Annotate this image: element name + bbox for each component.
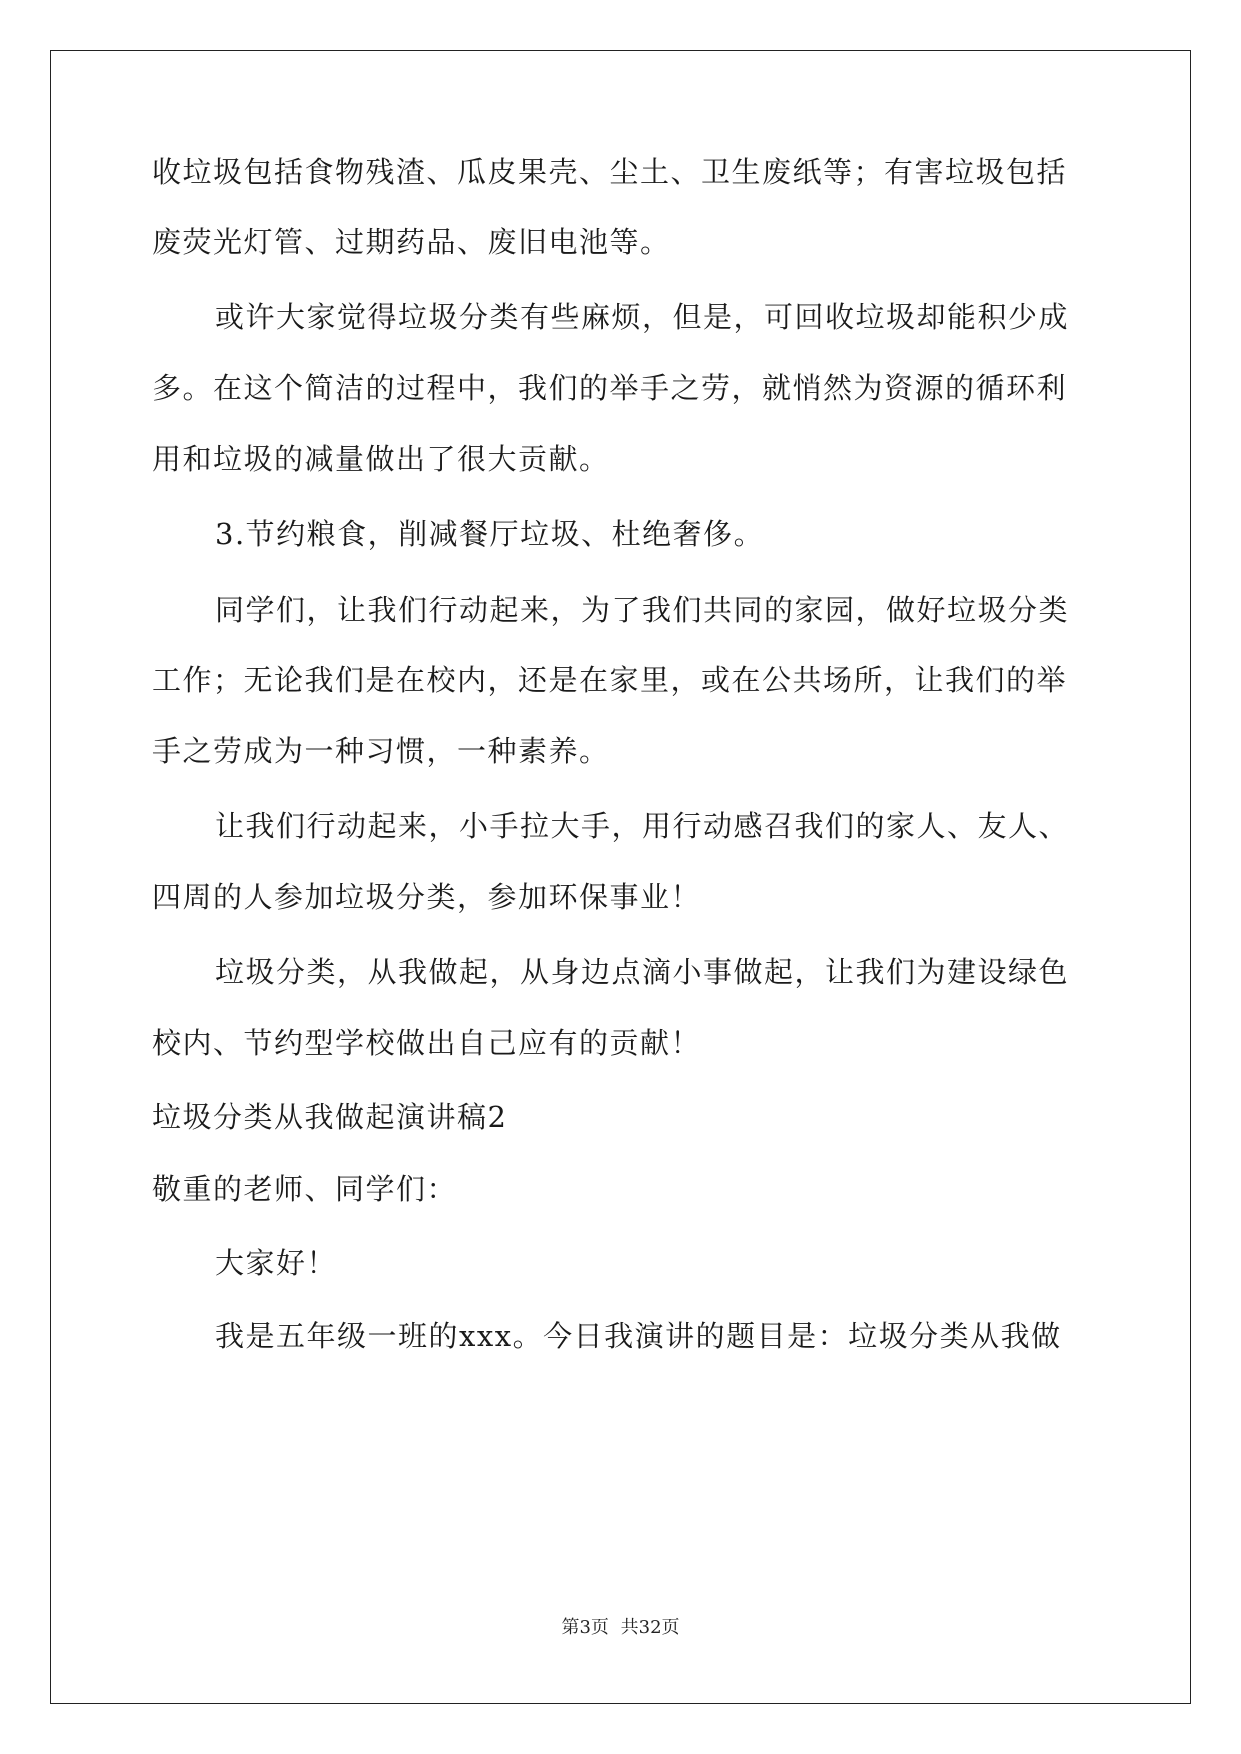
text-line: 校内、节约型学校做出自己应有的贡献！ (152, 1026, 702, 1060)
text-line: 同学们，让我们行动起来，为了我们共同的家园，做好垃圾分类 (215, 593, 1070, 627)
text-line: 垃圾分类，从我做起，从身边点滴小事做起，让我们为建设绿色 (215, 955, 1070, 989)
greeting: 大家好！ (215, 1246, 338, 1280)
text-line: 让我们行动起来，小手拉大手，用行动感召我们的家人、友人、 (215, 809, 1070, 843)
text-line: 多。在这个简洁的过程中，我们的举手之劳，就悄然为资源的循环利 (152, 371, 1068, 405)
salutation: 敬重的老师、同学们： (152, 1172, 458, 1206)
text-line: 废荧光灯管、过期药品、废旧电池等。 (152, 225, 671, 259)
text-line: 用和垃圾的减量做出了很大贡献。 (152, 442, 610, 476)
text-line: 工作；无论我们是在校内，还是在家里，或在公共场所，让我们的举 (152, 663, 1068, 697)
page-footer (0, 1613, 1241, 1639)
page-number: 第3页 (561, 1617, 609, 1638)
text-line: 或许大家觉得垃圾分类有些麻烦，但是，可回收垃圾却能积少成 (215, 300, 1070, 334)
section-heading: 垃圾分类从我做起演讲稿2 (152, 1100, 508, 1134)
page-total: 共32页 (620, 1617, 680, 1638)
text-line: 3.节约粮食，削减餐厅垃圾、杜绝奢侈。 (215, 517, 765, 551)
text-line: 手之劳成为一种习惯，一种素养。 (152, 734, 610, 768)
text-line: 四周的人参加垃圾分类，参加环保事业！ (152, 880, 702, 914)
text-line: 我是五年级一班的xxx。今日我演讲的题目是：垃圾分类从我做 (215, 1319, 1062, 1353)
text-line: 收垃圾包括食物残渣、瓜皮果壳、尘土、卫生废纸等；有害垃圾包括 (152, 155, 1068, 189)
